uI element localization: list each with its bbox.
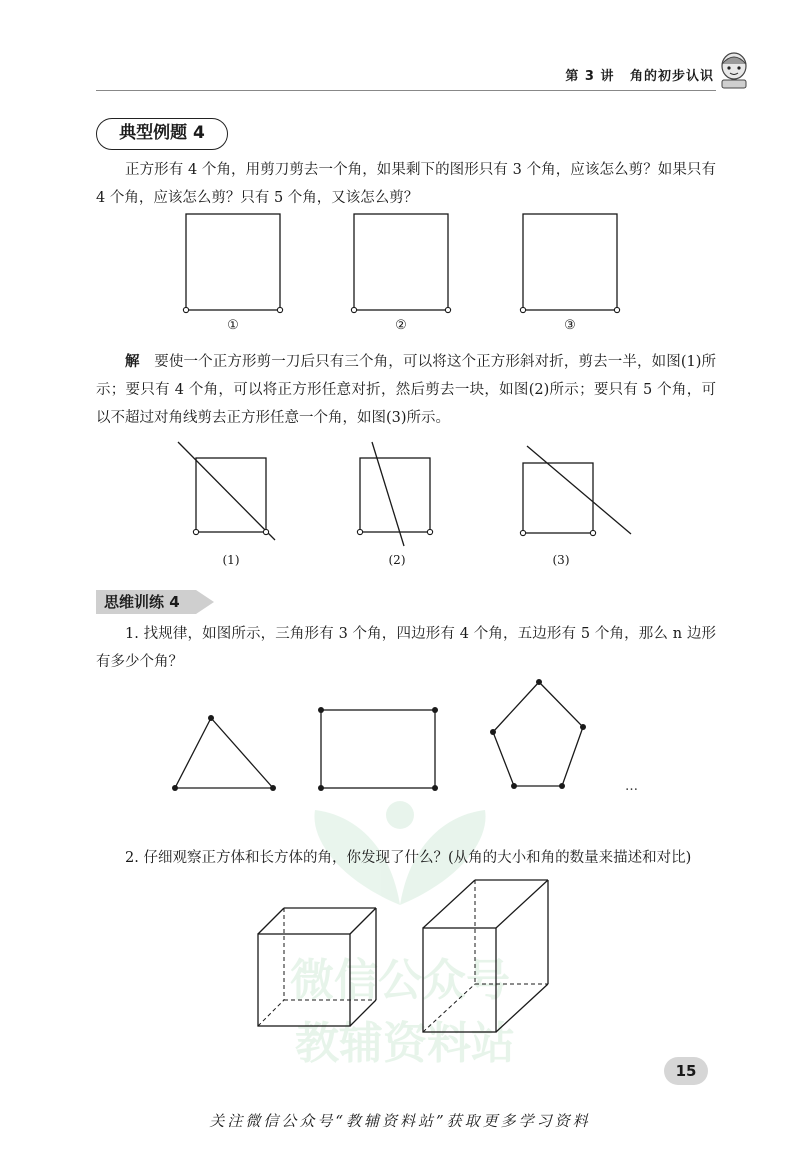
figure-label-3: ③ [564, 318, 576, 333]
question-2 [96, 844, 716, 872]
corner-dot [427, 529, 432, 534]
vertex-dot [580, 724, 586, 730]
question-1-text: 1. 找规律，如图所示，三角形有 3 个角，四边形有 4 个角，五边形有 5 个角，那么 n 边形有多少个角？ [96, 626, 716, 670]
watermark-line-1: 微信公众号 [290, 955, 510, 1006]
cut-line-3 [527, 446, 631, 534]
solution-text: 要使一个正方形剪一刀后只有三个角，可以将这个正方形斜对折，剪去一半，如图(1)所示；要只有 4 个角，可以将正方形任意对折，然后剪去一块，如图(2)所示；要只有 5 个角，可以不超过对角线剪去正方形任意一个角，如图(3)所示。 [96, 354, 717, 426]
corner-dot [277, 307, 282, 312]
solution-lead: 解 [125, 353, 140, 370]
corner-dot [193, 529, 198, 534]
question-1 [96, 620, 716, 676]
corner-dot [520, 530, 525, 535]
square-figure-1 [186, 214, 280, 310]
training-badge-arrow [196, 590, 214, 614]
figure-label-1: ① [227, 318, 239, 333]
corner-dot [445, 307, 450, 312]
vertex-dot [559, 783, 565, 789]
vertex-dot [318, 785, 324, 791]
example-solution [96, 348, 716, 432]
corner-dot [263, 529, 268, 534]
corner-dot [357, 529, 362, 534]
footer-note: 关注微信公众号“教辅资料站”获取更多学习资料 [209, 1112, 591, 1130]
corner-dot [614, 307, 619, 312]
training-badge: 思维训练 4 [96, 590, 196, 614]
corner-dot [590, 530, 595, 535]
vertex-dot [270, 785, 276, 791]
vertex-dot [432, 707, 438, 713]
corner-dot [351, 307, 356, 312]
cut-line-1 [178, 442, 275, 540]
lecture-number: 第 3 讲 [565, 69, 615, 84]
corner-dot [183, 307, 188, 312]
example-badge: 典型例题 4 [96, 118, 228, 150]
solution-label-3: (3) [552, 553, 570, 567]
solution-square-2 [360, 458, 430, 532]
figure-label-2: ② [395, 318, 407, 333]
vertex-dot [490, 729, 496, 735]
vertex-dot [172, 785, 178, 791]
watermark-line-2: 教辅资料站 [295, 1018, 515, 1069]
rectangle-figure [321, 710, 435, 788]
square-figure-2 [354, 214, 448, 310]
vertex-dot [208, 715, 214, 721]
triangle-figure [175, 718, 273, 788]
vertex-dot [536, 679, 542, 685]
page-number: 15 [664, 1057, 708, 1085]
solution-label-1: (1) [222, 553, 240, 567]
vertex-dot [511, 783, 517, 789]
problem-text: 正方形有 4 个角，用剪刀剪去一个角，如果剩下的图形只有 3 个角，应该怎么剪？如果只有 4 个角，应该怎么剪？只有 5 个角，又该怎么剪？ [96, 162, 716, 206]
solution-label-2: (2) [388, 553, 406, 567]
vertex-dot [318, 707, 324, 713]
pentagon-figure [493, 682, 583, 786]
solution-square-3 [523, 463, 593, 533]
square-figure-3 [523, 214, 617, 310]
corner-dot [520, 307, 525, 312]
polygon-ellipsis: … [625, 779, 638, 794]
question-2-text: 2. 仔细观察正方体和长方体的角，你发现了什么？(从角的大小和角的数量来描述和对比) [125, 850, 692, 866]
vertex-dot [432, 785, 438, 791]
lecture-title: 角的初步认识 [629, 69, 714, 84]
